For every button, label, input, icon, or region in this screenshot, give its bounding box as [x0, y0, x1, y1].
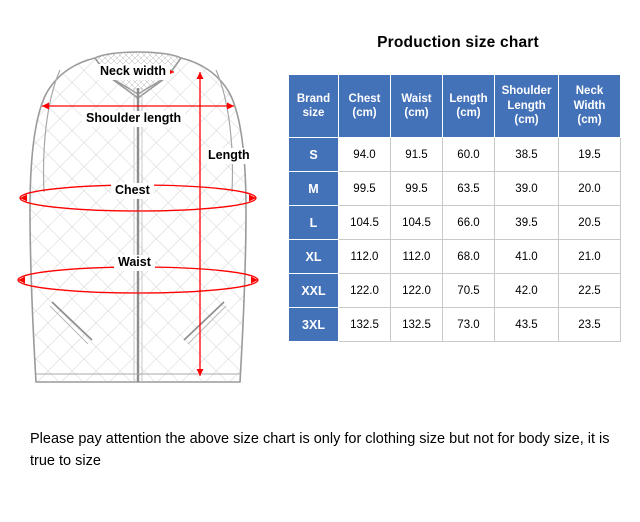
cell-waist: 132.5 — [391, 308, 443, 342]
cell-neck-width: 21.0 — [559, 240, 621, 274]
cell-shoulder-length: 41.0 — [495, 240, 559, 274]
cell-length: 63.5 — [443, 172, 495, 206]
cell-chest: 122.0 — [339, 274, 391, 308]
label-length: Length — [204, 148, 254, 164]
cell-neck-width: 22.5 — [559, 274, 621, 308]
footnote-text: Please pay attention the above size chart is only for clothing size but not for body size, it is true to size — [30, 431, 610, 470]
table-row — [289, 172, 621, 206]
header-line: Neck — [575, 85, 604, 98]
cell-size: XL — [289, 240, 339, 274]
column-header-neck-width — [559, 75, 621, 138]
chart-title: Production size chart — [377, 34, 539, 51]
garment-illustration — [0, 10, 285, 420]
cell-shoulder-length: 39.0 — [495, 172, 559, 206]
cell-waist: 122.0 — [391, 274, 443, 308]
cell-size: M — [289, 172, 339, 206]
header-line: (cm) — [514, 114, 539, 127]
column-header-shoulder-length — [495, 75, 559, 138]
label-neck-width: Neck width — [96, 64, 170, 80]
table-row — [289, 240, 621, 274]
label-shoulder-length: Shoulder length — [82, 111, 185, 127]
cell-chest: 104.5 — [339, 206, 391, 240]
table-header-row — [289, 75, 621, 138]
cell-length: 70.5 — [443, 274, 495, 308]
cell-length: 60.0 — [443, 138, 495, 172]
cell-neck-width: 20.0 — [559, 172, 621, 206]
header-line: size — [302, 107, 325, 119]
column-header-waist — [391, 75, 443, 138]
header-line: (cm) — [352, 107, 377, 119]
header-line: (cm) — [404, 107, 429, 119]
header-line: Shoulder — [501, 85, 552, 98]
cell-waist: 104.5 — [391, 206, 443, 240]
cell-chest: 94.0 — [339, 138, 391, 172]
header-line: (cm) — [577, 114, 602, 127]
cell-size: S — [289, 138, 339, 172]
table-row — [289, 308, 621, 342]
table-row — [289, 138, 621, 172]
cell-length: 68.0 — [443, 240, 495, 274]
garment-body — [30, 52, 246, 382]
cell-neck-width: 20.5 — [559, 206, 621, 240]
size-table — [288, 74, 621, 342]
size-chart-panel — [288, 34, 628, 342]
cell-shoulder-length: 38.5 — [495, 138, 559, 172]
label-waist: Waist — [114, 255, 155, 271]
table-row — [289, 274, 621, 308]
cell-length: 73.0 — [443, 308, 495, 342]
header-line: Brand — [296, 92, 331, 105]
cell-waist: 91.5 — [391, 138, 443, 172]
header-line: Length — [449, 92, 488, 105]
column-header-chest — [339, 75, 391, 138]
table-body — [289, 138, 621, 342]
cell-size: L — [289, 206, 339, 240]
cell-chest: 99.5 — [339, 172, 391, 206]
cell-shoulder-length: 39.5 — [495, 206, 559, 240]
header-line: Length — [507, 99, 546, 112]
header-line: Chest — [348, 92, 381, 105]
header-line: Waist — [401, 92, 432, 105]
cell-neck-width: 19.5 — [559, 138, 621, 172]
header-line: (cm) — [456, 107, 481, 119]
cell-chest: 132.5 — [339, 308, 391, 342]
cell-size: 3XL — [289, 308, 339, 342]
cell-waist: 99.5 — [391, 172, 443, 206]
cell-shoulder-length: 43.5 — [495, 308, 559, 342]
cell-waist: 112.0 — [391, 240, 443, 274]
header-line: Width — [573, 99, 606, 112]
cell-size: XXL — [289, 274, 339, 308]
label-chest: Chest — [111, 183, 154, 199]
cell-neck-width: 23.5 — [559, 308, 621, 342]
column-header-length — [443, 75, 495, 138]
table-row — [289, 206, 621, 240]
cell-chest: 112.0 — [339, 240, 391, 274]
cell-shoulder-length: 42.0 — [495, 274, 559, 308]
cell-length: 66.0 — [443, 206, 495, 240]
column-header-brand-size — [289, 75, 339, 138]
table-header — [289, 75, 621, 138]
